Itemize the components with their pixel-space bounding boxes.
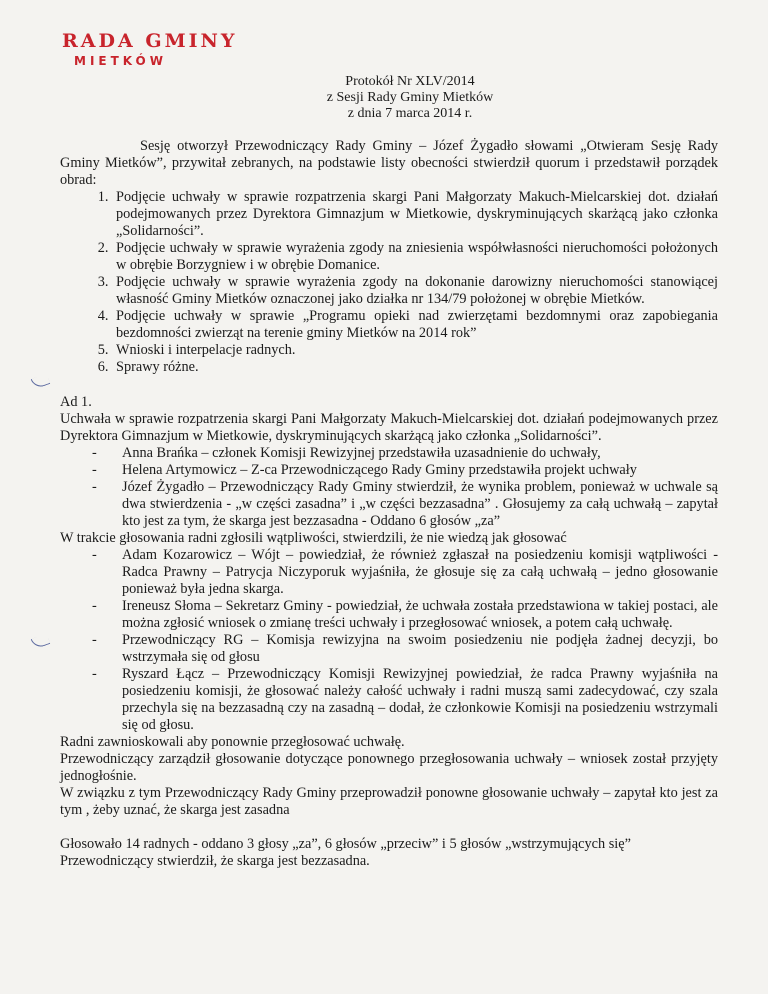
ad1-after-1: Radni zawnioskowali aby ponownie przegłosować uchwałę. [60, 734, 405, 750]
discussion-item: - Anna Brańka – członek Komisji Rewizyjnej przedstawiła uzasadnienie do uchwały, [122, 445, 718, 462]
discussion-list-1 [60, 445, 718, 530]
protocol-number: Protokół Nr XLV/2014 [345, 74, 475, 89]
ad1-after-3: W związku z tym Przewodniczący Rady Gminy przeprowadził ponowne głosowanie uchwały – zapytał kto jest za tym , żeby uznać, że skarga jest zasadna [60, 785, 718, 818]
hole-punch-mark [31, 373, 51, 389]
discussion-item: - Ryszard Łącz – Przewodniczący Komisji Rewizyjnej powiedział, że radca Prawny wyjaśniła na posiedzeniu komisji, że głosować należy całość uchwały i radni muszą sami zadecydować, czy szala przechyla się na bezzasadną czy na zasadną – dodał, że członkowie Komisji na posiedzeniu wstrzymali się od głosu. [122, 666, 718, 734]
agenda-item: 2. Podjęcie uchwały w sprawie wyrażenia zgody na zniesienia współwłasności nieruchomości położonych w obrębie Borzygniew i w obrębie Domanice. [112, 240, 718, 274]
discussion-item: - Przewodniczący RG – Komisja rewizyjna na swoim posiedzeniu nie podjęła żadnej decyzji, bo wstrzymała się od głosu [122, 632, 718, 666]
agenda-item: 3. Podjęcie uchwały w sprawie wyrażenia zgody na dokonanie darowizny nieruchomości stanowiącej własność Gminy Mietków oznaczonej jako działka nr 134/79 położonej w obrębie Mietków. [112, 274, 718, 308]
vote-result: Głosowało 14 radnych - oddano 3 głosy „za”, 6 głosów „przeciw” i 5 głosów „wstrzymujących się” [60, 836, 631, 852]
stamp-line-1: RADA GMINY [62, 30, 238, 52]
ad1-mid-paragraph: W trakcie głosowania radni zgłosili wątpliwości, stwierdzili, że nie wiedzą jak głosować [60, 530, 567, 546]
ad1-after-2: Przewodniczący zarządził głosowanie dotyczące ponownego przegłosowania uchwały – wniosek został przyjęty jednogłośnie. [60, 751, 718, 784]
document-body [60, 138, 718, 870]
hole-punch-mark [31, 633, 51, 649]
agenda-item: 5. Wnioski i interpelacje radnych. [112, 342, 718, 359]
agenda-item: 4. Podjęcie uchwały w sprawie „Programu opieki nad zwierzętami bezdomnymi oraz zapobiegania bezdomności zwierząt na terenie gminy Mietków na 2014 rok” [112, 308, 718, 342]
intro-paragraph: Sesję otworzył Przewodniczący Rady Gminy – Józef Żygadło słowami „Otwieram Sesję Rady Gminy Mietków”, przywitał zebranych, na podstawie listy obecności stwierdził quorum i przedstawił porządek obrad: [60, 138, 718, 188]
protocol-header [300, 74, 520, 122]
final-statement: Przewodniczący stwierdził, że skarga jest bezzasadna. [60, 853, 370, 869]
ad1-heading: Ad 1. [60, 394, 92, 410]
session-date: z dnia 7 marca 2014 r. [347, 106, 473, 121]
agenda-list [60, 189, 718, 376]
discussion-item: - Józef Żygadło – Przewodniczący Rady Gminy stwierdził, że wynika problem, ponieważ w uchwale są dwa stwierdzenia - „w części zasadna” i „w części bezzasadna” . Głosujemy za całą uchwałą – zapytał kto jest za tym, że skarga jest bezzasadna - Oddano 6 głosów „za” [122, 479, 718, 530]
agenda-item: 6. Sprawy różne. [112, 359, 718, 376]
session-name: z Sesji Rady Gminy Mietków [326, 90, 494, 105]
agenda-item: 1. Podjęcie uchwały w sprawie rozpatrzenia skargi Pani Małgorzaty Makuch-Mielcarskiej dot. działań podejmowanych przez Dyrektora Gimnazjum w Mietkowie, dyskryminujących skarżącą jako członka „Solidarności”. [112, 189, 718, 240]
discussion-item: - Helena Artymowicz – Z-ca Przewodniczącego Rady Gminy przedstawiła projekt uchwały [122, 462, 718, 479]
ad1-text: Uchwała w sprawie rozpatrzenia skargi Pani Małgorzaty Makuch-Mielcarskiej dot. działań podejmowanych przez Dyrektora Gimnazjum w Mietkowie, dyskryminujących skarżącą jako członka „Solidarności”. [60, 411, 718, 444]
discussion-item: - Adam Kozarowicz – Wójt – powiedział, że również zgłaszał na posiedzeniu komisji wątpliwości - Radca Prawny – Patrycja Niczyporuk wyjaśniła, że głosuje się za całą uchwałą – jedno głosowanie ponieważ była jedna skarga. [122, 547, 718, 598]
council-stamp [62, 30, 237, 68]
stamp-line-2: MIETKÓW [74, 54, 167, 68]
discussion-item: - Ireneusz Słoma – Sekretarz Gminy - powiedział, że uchwała została przedstawiona w takiej postaci, ale można zgłosić wniosek o zmianę treści uchwały i przegłosować wniosek, a potem całą uchwałę. [122, 598, 718, 632]
discussion-list-2 [60, 547, 718, 734]
